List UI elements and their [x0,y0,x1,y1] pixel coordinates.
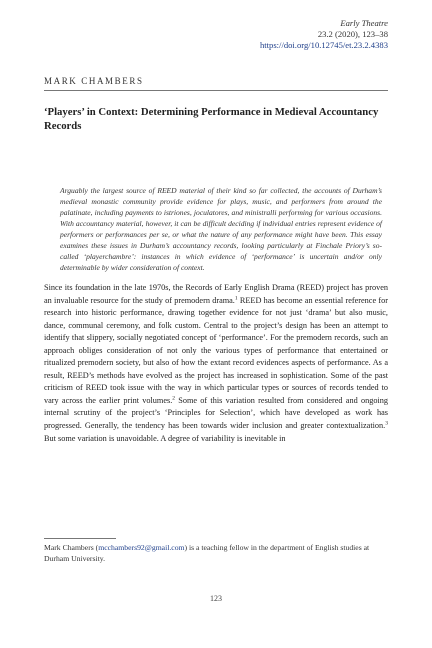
doi-link[interactable]: https://doi.org/10.12745/et.23.2.4383 [259,40,388,50]
body-paragraph [44,282,388,445]
footnote-author: Mark Chambers [44,543,94,552]
page-number: 123 [210,594,222,603]
abstract: Arguably the largest source of REED material of their kind so far collected, the accounts of Durham’s medieval monastic community provide evidence for plays, music, and performers from around the palatinate, including payments to istriones, joculatores, and ministralli performing for various occasions. With accountancy material, however, it can be difficult deciding if individual entries represent evidence of performers or performances per se, or what the nature of any performance might have been. This essay examines these issues in Durham’s accountancy records, looking particularly at Finchale Priory’s so-called ‘playerchambre’: instances in which evidence of ‘performance’ is uncertain and/or only determinable by wider consideration of context. [60,186,382,272]
footnote-ref-2[interactable]: 2 [172,395,176,402]
author-name: MARK CHAMBERS [44,76,144,86]
author-email-link[interactable]: mcchambers92@gmail.com [98,543,185,552]
author-footnote [44,542,388,564]
header-rule [44,90,388,91]
body-text-2: REED has become an essential reference for research into historic performance, drawing together evidence for not just ‘drama’ but also music, dance, communal ceremony, and folk custom. Central to the project’s design has been an attempt to identify that slippery, socially negotiated concept of ‘performance’. For the premodern records, such an approach obliges consideration of not only the various types of performance that entertained or ritualized premodern society, but also of how the extant record evidences aspects of performance. As a result, REED’s methods have evolved as the project has increased in sophistication. Some of the past criticism of REED took issue with the way in which particular types or sources of records tended to vary across the earlier print volumes. [44,295,388,405]
journal-header [260,18,388,51]
article-body [44,282,388,445]
body-text-4: But some variation is unavoidable. A degree of variability is inevitable in [44,433,286,443]
footnote-paren: ( [93,543,99,552]
journal-volume: 23.2 (2020), 123–38 [317,29,388,39]
article-title: ‘Players’ in Context: Determining Performance in Medieval Accountancy Records [44,106,379,132]
body-text-1: Since its foundation in the late 1970s, the Records of Early English Drama (REED) project has proven an invaluable resource for the study of premodern drama. [44,283,388,305]
footnote-affiliation: ) is a teaching fellow in the department of English studies at Durham University. [44,543,370,563]
footnote-ref-1[interactable]: 1 [234,294,238,301]
journal-name: Early Theatre [340,18,388,28]
body-text-3: Some of this variation resulted from considered and ongoing internal scrutiny of the project’s ‘Principles for Selection’, which have developed as work has progressed. Generally, the tendency has been towards wider inclusion and greater contextualization. [44,395,388,431]
footnote-rule [44,538,116,539]
footnote-ref-3[interactable]: 3 [385,420,388,427]
